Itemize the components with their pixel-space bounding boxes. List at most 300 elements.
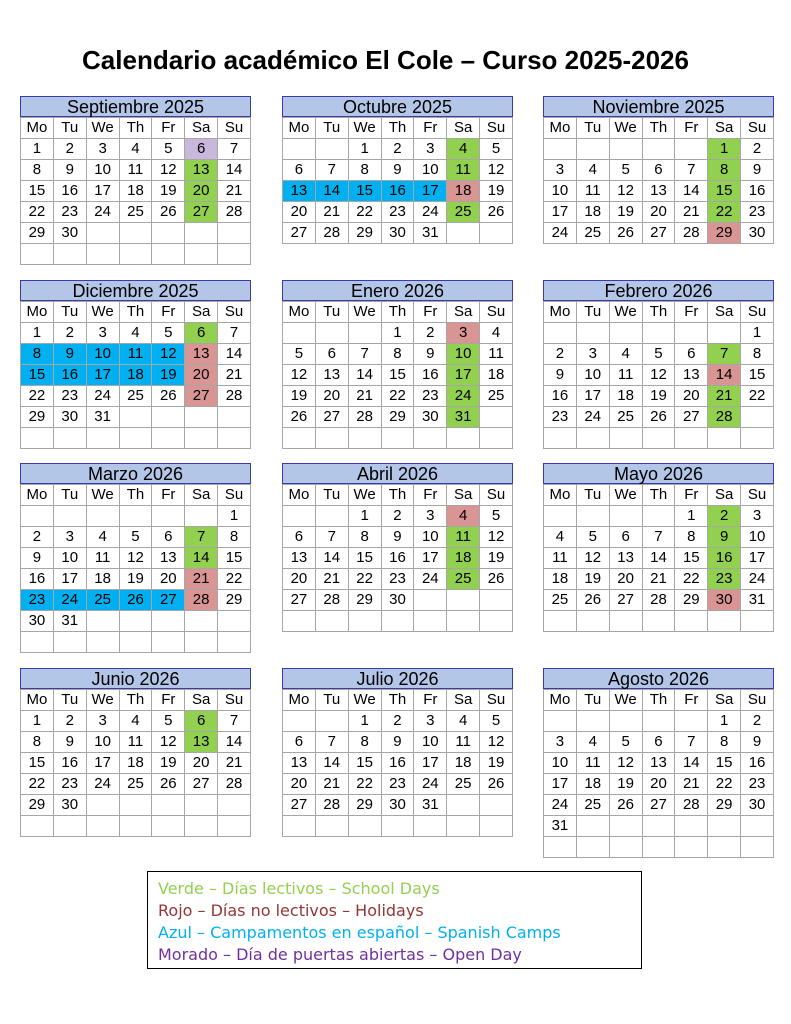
day-cell: 4 bbox=[119, 323, 152, 344]
day-cell: 3 bbox=[741, 506, 774, 527]
day-cell: 7 bbox=[218, 711, 251, 732]
day-cell: 18 bbox=[609, 386, 642, 407]
day-cell: 14 bbox=[218, 732, 251, 753]
day-cell: 23 bbox=[381, 774, 414, 795]
weekday-header: Tu bbox=[576, 485, 609, 506]
empty-cell bbox=[480, 795, 513, 816]
legend bbox=[147, 871, 642, 969]
day-cell: 7 bbox=[348, 344, 381, 365]
day-cell: 15 bbox=[708, 753, 741, 774]
day-cell: 24 bbox=[544, 795, 577, 816]
day-cell: 10 bbox=[86, 344, 119, 365]
day-cell: 19 bbox=[480, 548, 513, 569]
day-cell: 15 bbox=[21, 753, 54, 774]
day-cell: 4 bbox=[576, 732, 609, 753]
day-cell: 31 bbox=[447, 407, 480, 428]
empty-cell bbox=[152, 795, 185, 816]
day-cell: 9 bbox=[381, 160, 414, 181]
weekday-header: We bbox=[86, 485, 119, 506]
empty-cell bbox=[119, 506, 152, 527]
weekday-header: Mo bbox=[544, 485, 577, 506]
empty-cell bbox=[675, 837, 708, 858]
empty-cell bbox=[119, 632, 152, 653]
empty-cell bbox=[21, 428, 54, 449]
empty-cell bbox=[119, 223, 152, 244]
empty-cell bbox=[576, 837, 609, 858]
weekday-header: Su bbox=[480, 118, 513, 139]
day-cell: 11 bbox=[576, 181, 609, 202]
day-cell: 19 bbox=[609, 202, 642, 223]
day-cell: 27 bbox=[152, 590, 185, 611]
day-cell: 23 bbox=[381, 202, 414, 223]
weekday-header: We bbox=[348, 690, 381, 711]
day-cell: 11 bbox=[609, 365, 642, 386]
empty-cell bbox=[152, 611, 185, 632]
empty-cell bbox=[544, 711, 577, 732]
weekday-header: We bbox=[609, 302, 642, 323]
empty-cell bbox=[576, 139, 609, 160]
day-cell: 4 bbox=[576, 160, 609, 181]
day-cell: 23 bbox=[53, 774, 86, 795]
empty-cell bbox=[348, 323, 381, 344]
day-cell: 3 bbox=[86, 323, 119, 344]
day-cell: 8 bbox=[708, 160, 741, 181]
day-cell: 22 bbox=[708, 202, 741, 223]
day-cell: 28 bbox=[675, 795, 708, 816]
day-cell: 2 bbox=[708, 506, 741, 527]
day-cell: 8 bbox=[348, 732, 381, 753]
day-cell: 22 bbox=[381, 386, 414, 407]
legend-holidays: Rojo – Días no lectivos – Holidays bbox=[158, 901, 424, 920]
day-cell: 18 bbox=[447, 548, 480, 569]
day-cell: 2 bbox=[381, 506, 414, 527]
day-cell: 7 bbox=[642, 527, 675, 548]
empty-cell bbox=[642, 428, 675, 449]
day-cell: 21 bbox=[185, 569, 218, 590]
weekday-header: Mo bbox=[21, 485, 54, 506]
day-cell: 30 bbox=[381, 795, 414, 816]
legend-school-days: Verde – Días lectivos – School Days bbox=[158, 879, 440, 898]
day-cell: 17 bbox=[86, 181, 119, 202]
day-cell: 17 bbox=[544, 774, 577, 795]
day-cell: 25 bbox=[576, 795, 609, 816]
day-cell: 23 bbox=[53, 202, 86, 223]
empty-cell bbox=[447, 816, 480, 837]
day-cell: 1 bbox=[381, 323, 414, 344]
day-cell: 11 bbox=[447, 160, 480, 181]
empty-cell bbox=[414, 428, 447, 449]
day-cell: 14 bbox=[218, 344, 251, 365]
day-cell: 6 bbox=[185, 139, 218, 160]
weekday-header: Mo bbox=[544, 302, 577, 323]
day-cell: 25 bbox=[447, 202, 480, 223]
day-cell: 14 bbox=[315, 181, 348, 202]
day-cell: 9 bbox=[381, 527, 414, 548]
empty-cell bbox=[576, 428, 609, 449]
day-cell: 5 bbox=[576, 527, 609, 548]
day-cell: 14 bbox=[348, 365, 381, 386]
day-cell: 16 bbox=[381, 753, 414, 774]
day-cell: 28 bbox=[315, 590, 348, 611]
day-cell: 23 bbox=[708, 569, 741, 590]
weekday-header: We bbox=[609, 690, 642, 711]
day-cell: 19 bbox=[283, 386, 316, 407]
empty-cell bbox=[315, 139, 348, 160]
day-cell: 26 bbox=[609, 223, 642, 244]
empty-cell bbox=[185, 407, 218, 428]
day-cell: 18 bbox=[119, 181, 152, 202]
day-cell: 3 bbox=[414, 506, 447, 527]
day-cell: 27 bbox=[315, 407, 348, 428]
empty-cell bbox=[741, 407, 774, 428]
day-cell: 3 bbox=[447, 323, 480, 344]
day-cell: 5 bbox=[152, 323, 185, 344]
month-calendar bbox=[20, 280, 251, 449]
weekday-header: Fr bbox=[675, 302, 708, 323]
day-cell: 28 bbox=[218, 774, 251, 795]
weekday-header: Sa bbox=[708, 690, 741, 711]
empty-cell bbox=[315, 816, 348, 837]
day-cell: 29 bbox=[21, 407, 54, 428]
day-cell: 17 bbox=[86, 365, 119, 386]
month-calendar bbox=[543, 668, 774, 858]
day-cell: 13 bbox=[642, 181, 675, 202]
empty-cell bbox=[609, 323, 642, 344]
day-cell: 13 bbox=[185, 160, 218, 181]
day-cell: 3 bbox=[414, 711, 447, 732]
day-cell: 16 bbox=[53, 753, 86, 774]
day-cell: 24 bbox=[414, 774, 447, 795]
day-cell: 19 bbox=[152, 753, 185, 774]
day-cell: 14 bbox=[315, 753, 348, 774]
weekday-header: Tu bbox=[315, 118, 348, 139]
day-cell: 3 bbox=[86, 711, 119, 732]
weekday-header: Sa bbox=[447, 690, 480, 711]
day-cell: 11 bbox=[119, 732, 152, 753]
weekday-header: Su bbox=[741, 485, 774, 506]
day-cell: 25 bbox=[86, 590, 119, 611]
weekday-header: Tu bbox=[53, 302, 86, 323]
day-cell: 25 bbox=[480, 386, 513, 407]
empty-cell bbox=[119, 244, 152, 265]
day-cell: 6 bbox=[185, 711, 218, 732]
day-cell: 13 bbox=[185, 732, 218, 753]
empty-cell bbox=[348, 428, 381, 449]
empty-cell bbox=[642, 816, 675, 837]
empty-cell bbox=[21, 506, 54, 527]
month-calendar bbox=[20, 96, 251, 265]
day-cell: 17 bbox=[741, 548, 774, 569]
empty-cell bbox=[708, 816, 741, 837]
day-cell: 28 bbox=[315, 795, 348, 816]
day-cell: 8 bbox=[21, 160, 54, 181]
day-cell: 23 bbox=[741, 774, 774, 795]
empty-cell bbox=[480, 223, 513, 244]
empty-cell bbox=[283, 323, 316, 344]
weekday-header: Fr bbox=[152, 690, 185, 711]
day-cell: 15 bbox=[741, 365, 774, 386]
weekday-header: Sa bbox=[185, 118, 218, 139]
day-cell: 27 bbox=[642, 223, 675, 244]
empty-cell bbox=[741, 428, 774, 449]
empty-cell bbox=[218, 223, 251, 244]
empty-cell bbox=[119, 611, 152, 632]
empty-cell bbox=[185, 244, 218, 265]
month-grid bbox=[20, 484, 251, 653]
day-cell: 2 bbox=[381, 139, 414, 160]
month-calendar bbox=[20, 463, 251, 653]
empty-cell bbox=[86, 632, 119, 653]
empty-cell bbox=[609, 837, 642, 858]
day-cell: 21 bbox=[218, 365, 251, 386]
day-cell: 12 bbox=[642, 365, 675, 386]
day-cell: 30 bbox=[53, 795, 86, 816]
weekday-header: Tu bbox=[315, 690, 348, 711]
weekday-header: Tu bbox=[315, 302, 348, 323]
weekday-header: Mo bbox=[283, 118, 316, 139]
day-cell: 25 bbox=[544, 590, 577, 611]
weekday-header: Su bbox=[741, 118, 774, 139]
day-cell: 15 bbox=[218, 548, 251, 569]
day-cell: 27 bbox=[283, 223, 316, 244]
month-grid bbox=[20, 301, 251, 449]
month-title: Febrero 2026 bbox=[543, 280, 774, 301]
empty-cell bbox=[119, 428, 152, 449]
day-cell: 28 bbox=[675, 223, 708, 244]
weekday-header: Mo bbox=[283, 690, 316, 711]
day-cell: 3 bbox=[576, 344, 609, 365]
day-cell: 30 bbox=[741, 795, 774, 816]
weekday-header: Mo bbox=[21, 302, 54, 323]
day-cell: 19 bbox=[609, 774, 642, 795]
weekday-header: Fr bbox=[152, 485, 185, 506]
day-cell: 9 bbox=[544, 365, 577, 386]
day-cell: 26 bbox=[576, 590, 609, 611]
weekday-header: Th bbox=[381, 118, 414, 139]
empty-cell bbox=[86, 816, 119, 837]
weekday-header: Th bbox=[119, 485, 152, 506]
empty-cell bbox=[283, 711, 316, 732]
empty-cell bbox=[218, 795, 251, 816]
day-cell: 2 bbox=[381, 711, 414, 732]
day-cell: 3 bbox=[86, 139, 119, 160]
weekday-header: Tu bbox=[53, 485, 86, 506]
day-cell: 10 bbox=[86, 160, 119, 181]
day-cell: 30 bbox=[708, 590, 741, 611]
empty-cell bbox=[315, 323, 348, 344]
day-cell: 14 bbox=[315, 548, 348, 569]
day-cell: 11 bbox=[119, 160, 152, 181]
day-cell: 30 bbox=[53, 407, 86, 428]
day-cell: 3 bbox=[544, 160, 577, 181]
day-cell: 15 bbox=[348, 753, 381, 774]
month-calendar bbox=[543, 96, 774, 244]
empty-cell bbox=[447, 428, 480, 449]
empty-cell bbox=[283, 611, 316, 632]
day-cell: 4 bbox=[447, 711, 480, 732]
weekday-header: Fr bbox=[675, 485, 708, 506]
day-cell: 21 bbox=[315, 202, 348, 223]
day-cell: 25 bbox=[447, 774, 480, 795]
weekday-header: Th bbox=[119, 690, 152, 711]
day-cell: 18 bbox=[447, 753, 480, 774]
weekday-header: We bbox=[86, 690, 119, 711]
weekday-header: Fr bbox=[414, 690, 447, 711]
month-calendar bbox=[282, 463, 513, 632]
day-cell: 23 bbox=[414, 386, 447, 407]
day-cell: 24 bbox=[447, 386, 480, 407]
day-cell: 5 bbox=[480, 506, 513, 527]
empty-cell bbox=[53, 632, 86, 653]
day-cell: 28 bbox=[642, 590, 675, 611]
day-cell: 12 bbox=[152, 732, 185, 753]
legend-open-day: Morado – Día de puertas abiertas – Open Day bbox=[158, 945, 522, 964]
day-cell: 9 bbox=[381, 732, 414, 753]
month-grid bbox=[543, 301, 774, 449]
empty-cell bbox=[152, 632, 185, 653]
day-cell: 3 bbox=[544, 732, 577, 753]
day-cell: 13 bbox=[283, 548, 316, 569]
empty-cell bbox=[447, 223, 480, 244]
day-cell: 27 bbox=[185, 386, 218, 407]
day-cell: 9 bbox=[414, 344, 447, 365]
day-cell: 29 bbox=[21, 223, 54, 244]
day-cell: 1 bbox=[348, 506, 381, 527]
month-title: Septiembre 2025 bbox=[20, 96, 251, 117]
empty-cell bbox=[86, 223, 119, 244]
day-cell: 4 bbox=[609, 344, 642, 365]
empty-cell bbox=[348, 611, 381, 632]
day-cell: 6 bbox=[283, 527, 316, 548]
empty-cell bbox=[414, 816, 447, 837]
weekday-header: Su bbox=[480, 690, 513, 711]
day-cell: 8 bbox=[741, 344, 774, 365]
empty-cell bbox=[315, 506, 348, 527]
day-cell: 26 bbox=[480, 774, 513, 795]
day-cell: 23 bbox=[53, 386, 86, 407]
day-cell: 29 bbox=[348, 795, 381, 816]
day-cell: 26 bbox=[119, 590, 152, 611]
weekday-header: Mo bbox=[544, 118, 577, 139]
empty-cell bbox=[480, 407, 513, 428]
empty-cell bbox=[185, 428, 218, 449]
day-cell: 21 bbox=[642, 569, 675, 590]
day-cell: 21 bbox=[348, 386, 381, 407]
day-cell: 7 bbox=[675, 160, 708, 181]
weekday-header: Th bbox=[381, 302, 414, 323]
day-cell: 9 bbox=[53, 732, 86, 753]
day-cell: 29 bbox=[218, 590, 251, 611]
empty-cell bbox=[675, 139, 708, 160]
weekday-header: Sa bbox=[708, 485, 741, 506]
day-cell: 19 bbox=[152, 181, 185, 202]
weekday-header: We bbox=[348, 485, 381, 506]
day-cell: 21 bbox=[315, 774, 348, 795]
day-cell: 20 bbox=[642, 774, 675, 795]
day-cell: 20 bbox=[642, 202, 675, 223]
day-cell: 17 bbox=[86, 753, 119, 774]
empty-cell bbox=[283, 428, 316, 449]
day-cell: 19 bbox=[576, 569, 609, 590]
day-cell: 20 bbox=[315, 386, 348, 407]
day-cell: 8 bbox=[348, 160, 381, 181]
weekday-header: Th bbox=[642, 690, 675, 711]
empty-cell bbox=[544, 611, 577, 632]
empty-cell bbox=[447, 795, 480, 816]
weekday-header: We bbox=[609, 118, 642, 139]
day-cell: 31 bbox=[414, 223, 447, 244]
day-cell: 5 bbox=[119, 527, 152, 548]
day-cell: 29 bbox=[21, 795, 54, 816]
day-cell: 18 bbox=[119, 365, 152, 386]
day-cell: 21 bbox=[708, 386, 741, 407]
day-cell: 24 bbox=[741, 569, 774, 590]
weekday-header: We bbox=[348, 302, 381, 323]
day-cell: 6 bbox=[283, 160, 316, 181]
day-cell: 26 bbox=[152, 386, 185, 407]
weekday-header: Sa bbox=[185, 485, 218, 506]
day-cell: 14 bbox=[185, 548, 218, 569]
empty-cell bbox=[544, 837, 577, 858]
empty-cell bbox=[741, 816, 774, 837]
month-grid bbox=[20, 117, 251, 265]
day-cell: 9 bbox=[53, 160, 86, 181]
day-cell: 25 bbox=[576, 223, 609, 244]
day-cell: 10 bbox=[544, 181, 577, 202]
weekday-header: Mo bbox=[283, 485, 316, 506]
month-grid bbox=[543, 117, 774, 244]
day-cell: 13 bbox=[642, 753, 675, 774]
day-cell: 25 bbox=[119, 202, 152, 223]
day-cell: 17 bbox=[544, 202, 577, 223]
weekday-header: Sa bbox=[708, 118, 741, 139]
day-cell: 26 bbox=[642, 407, 675, 428]
day-cell: 27 bbox=[283, 795, 316, 816]
day-cell: 26 bbox=[480, 202, 513, 223]
day-cell: 26 bbox=[480, 569, 513, 590]
day-cell: 13 bbox=[675, 365, 708, 386]
empty-cell bbox=[152, 223, 185, 244]
month-title: Agosto 2026 bbox=[543, 668, 774, 689]
weekday-header: Fr bbox=[152, 302, 185, 323]
weekday-header: Tu bbox=[53, 690, 86, 711]
empty-cell bbox=[576, 816, 609, 837]
day-cell: 7 bbox=[675, 732, 708, 753]
day-cell: 15 bbox=[348, 548, 381, 569]
day-cell: 16 bbox=[708, 548, 741, 569]
empty-cell bbox=[86, 428, 119, 449]
day-cell: 2 bbox=[53, 711, 86, 732]
day-cell: 31 bbox=[544, 816, 577, 837]
month-calendar bbox=[543, 280, 774, 449]
empty-cell bbox=[119, 407, 152, 428]
day-cell: 1 bbox=[708, 711, 741, 732]
empty-cell bbox=[708, 323, 741, 344]
empty-cell bbox=[185, 632, 218, 653]
day-cell: 15 bbox=[348, 181, 381, 202]
day-cell: 4 bbox=[480, 323, 513, 344]
day-cell: 12 bbox=[152, 160, 185, 181]
day-cell: 1 bbox=[21, 323, 54, 344]
day-cell: 6 bbox=[642, 160, 675, 181]
day-cell: 8 bbox=[21, 732, 54, 753]
day-cell: 12 bbox=[576, 548, 609, 569]
empty-cell bbox=[609, 711, 642, 732]
day-cell: 21 bbox=[315, 569, 348, 590]
day-cell: 30 bbox=[53, 223, 86, 244]
day-cell: 1 bbox=[708, 139, 741, 160]
day-cell: 25 bbox=[119, 386, 152, 407]
